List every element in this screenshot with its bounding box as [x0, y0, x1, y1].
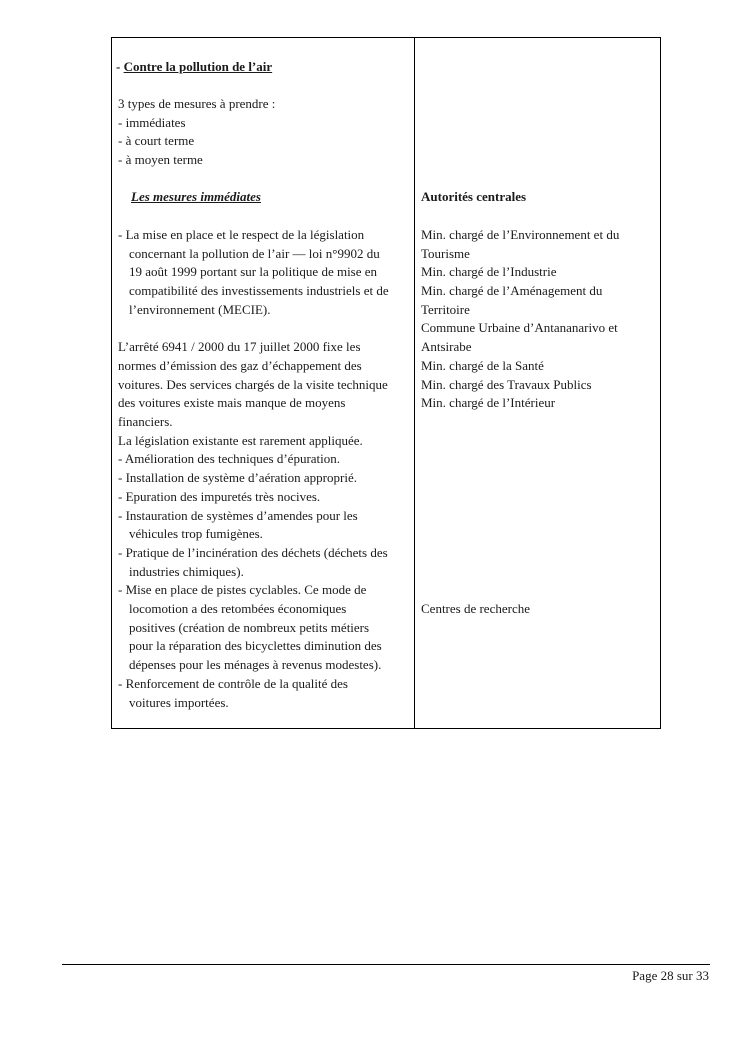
authority-item: Min. chargé de l’Industrie [421, 264, 557, 279]
paragraph-line: concernant la pollution de l’air — loi n°9902 du [129, 246, 380, 261]
research-centers: Centres de recherche [421, 601, 530, 616]
column-divider [414, 38, 415, 728]
authority-item: Commune Urbaine d’Antananarivo et [421, 320, 618, 335]
paragraph-line: - Renforcement de contrôle de la qualité des [118, 676, 348, 691]
paragraph-line: - Amélioration des techniques d’épuration. [118, 451, 341, 466]
page-number: Page 28 sur 33 [632, 968, 709, 983]
authority-item: Territoire [421, 302, 470, 317]
paragraph-line: La législation existante est rarement appliquée. [118, 433, 363, 448]
authority-item: Min. chargé de l’Intérieur [421, 395, 556, 410]
authority-item: Min. chargé de l’Environnement et du [421, 227, 620, 242]
section-title: Contre la pollution de l’air [123, 59, 273, 74]
section-dash: - [116, 59, 124, 74]
paragraph-line: voitures importées. [129, 695, 229, 710]
paragraph-line: l’environnement (MECIE). [129, 302, 271, 317]
authority-item: Min. chargé des Travaux Publics [421, 377, 592, 392]
paragraph-line: 19 août 1999 portant sur la politique de mise en [129, 264, 378, 279]
footer-rule [62, 964, 710, 965]
paragraph-line: voitures. Des services chargés de la visite technique [118, 377, 388, 392]
paragraph-line: - Epuration des impuretés très nocives. [118, 489, 321, 504]
measure-type-item: - à court terme [118, 133, 195, 148]
authority-item: Antsirabe [421, 339, 472, 354]
paragraph-line: - Mise en place de pistes cyclables. Ce mode de [118, 582, 367, 597]
paragraph-line: compatibilité des investissements industriels et de [129, 283, 389, 298]
section-heading [116, 58, 272, 77]
paragraph-line: des voitures existe mais manque de moyens [118, 395, 346, 410]
measures-table [111, 37, 661, 729]
paragraph-line: - La mise en place et le respect de la législation [118, 227, 365, 242]
paragraph-line: dépenses pour les ménages à revenus modestes). [129, 657, 382, 672]
paragraph-line: financiers. [118, 414, 173, 429]
paragraph-line: - Instauration de systèmes d’amendes pour les [118, 508, 358, 523]
paragraph-line: L’arrêté 6941 / 2000 du 17 juillet 2000 fixe les [118, 339, 361, 354]
paragraph-line: pour la réparation des bicyclettes diminution des [129, 638, 382, 653]
measure-type-item: - immédiates [118, 115, 186, 130]
authority-item: Min. chargé de la Santé [421, 358, 544, 373]
measures-intro: 3 types de mesures à prendre : [118, 96, 276, 111]
paragraph-line: - Pratique de l’incinération des déchets (déchets des [118, 545, 388, 560]
measure-type-item: - à moyen terme [118, 152, 203, 167]
paragraph-line: - Installation de système d’aération approprié. [118, 470, 357, 485]
paragraph-line: normes d’émission des gaz d’échappement des [118, 358, 362, 373]
authorities-heading: Autorités centrales [421, 189, 527, 204]
paragraph-line: locomotion a des retombées économiques [129, 601, 347, 616]
paragraph-line: positives (création de nombreux petits métiers [129, 620, 370, 635]
authority-item: Tourisme [421, 246, 470, 261]
authority-item: Min. chargé de l’Aménagement du [421, 283, 603, 298]
paragraph-line: véhicules trop fumigènes. [129, 526, 263, 541]
paragraph-line: industries chimiques). [129, 564, 244, 579]
subsection-title: Les mesures immédiates [131, 189, 261, 204]
